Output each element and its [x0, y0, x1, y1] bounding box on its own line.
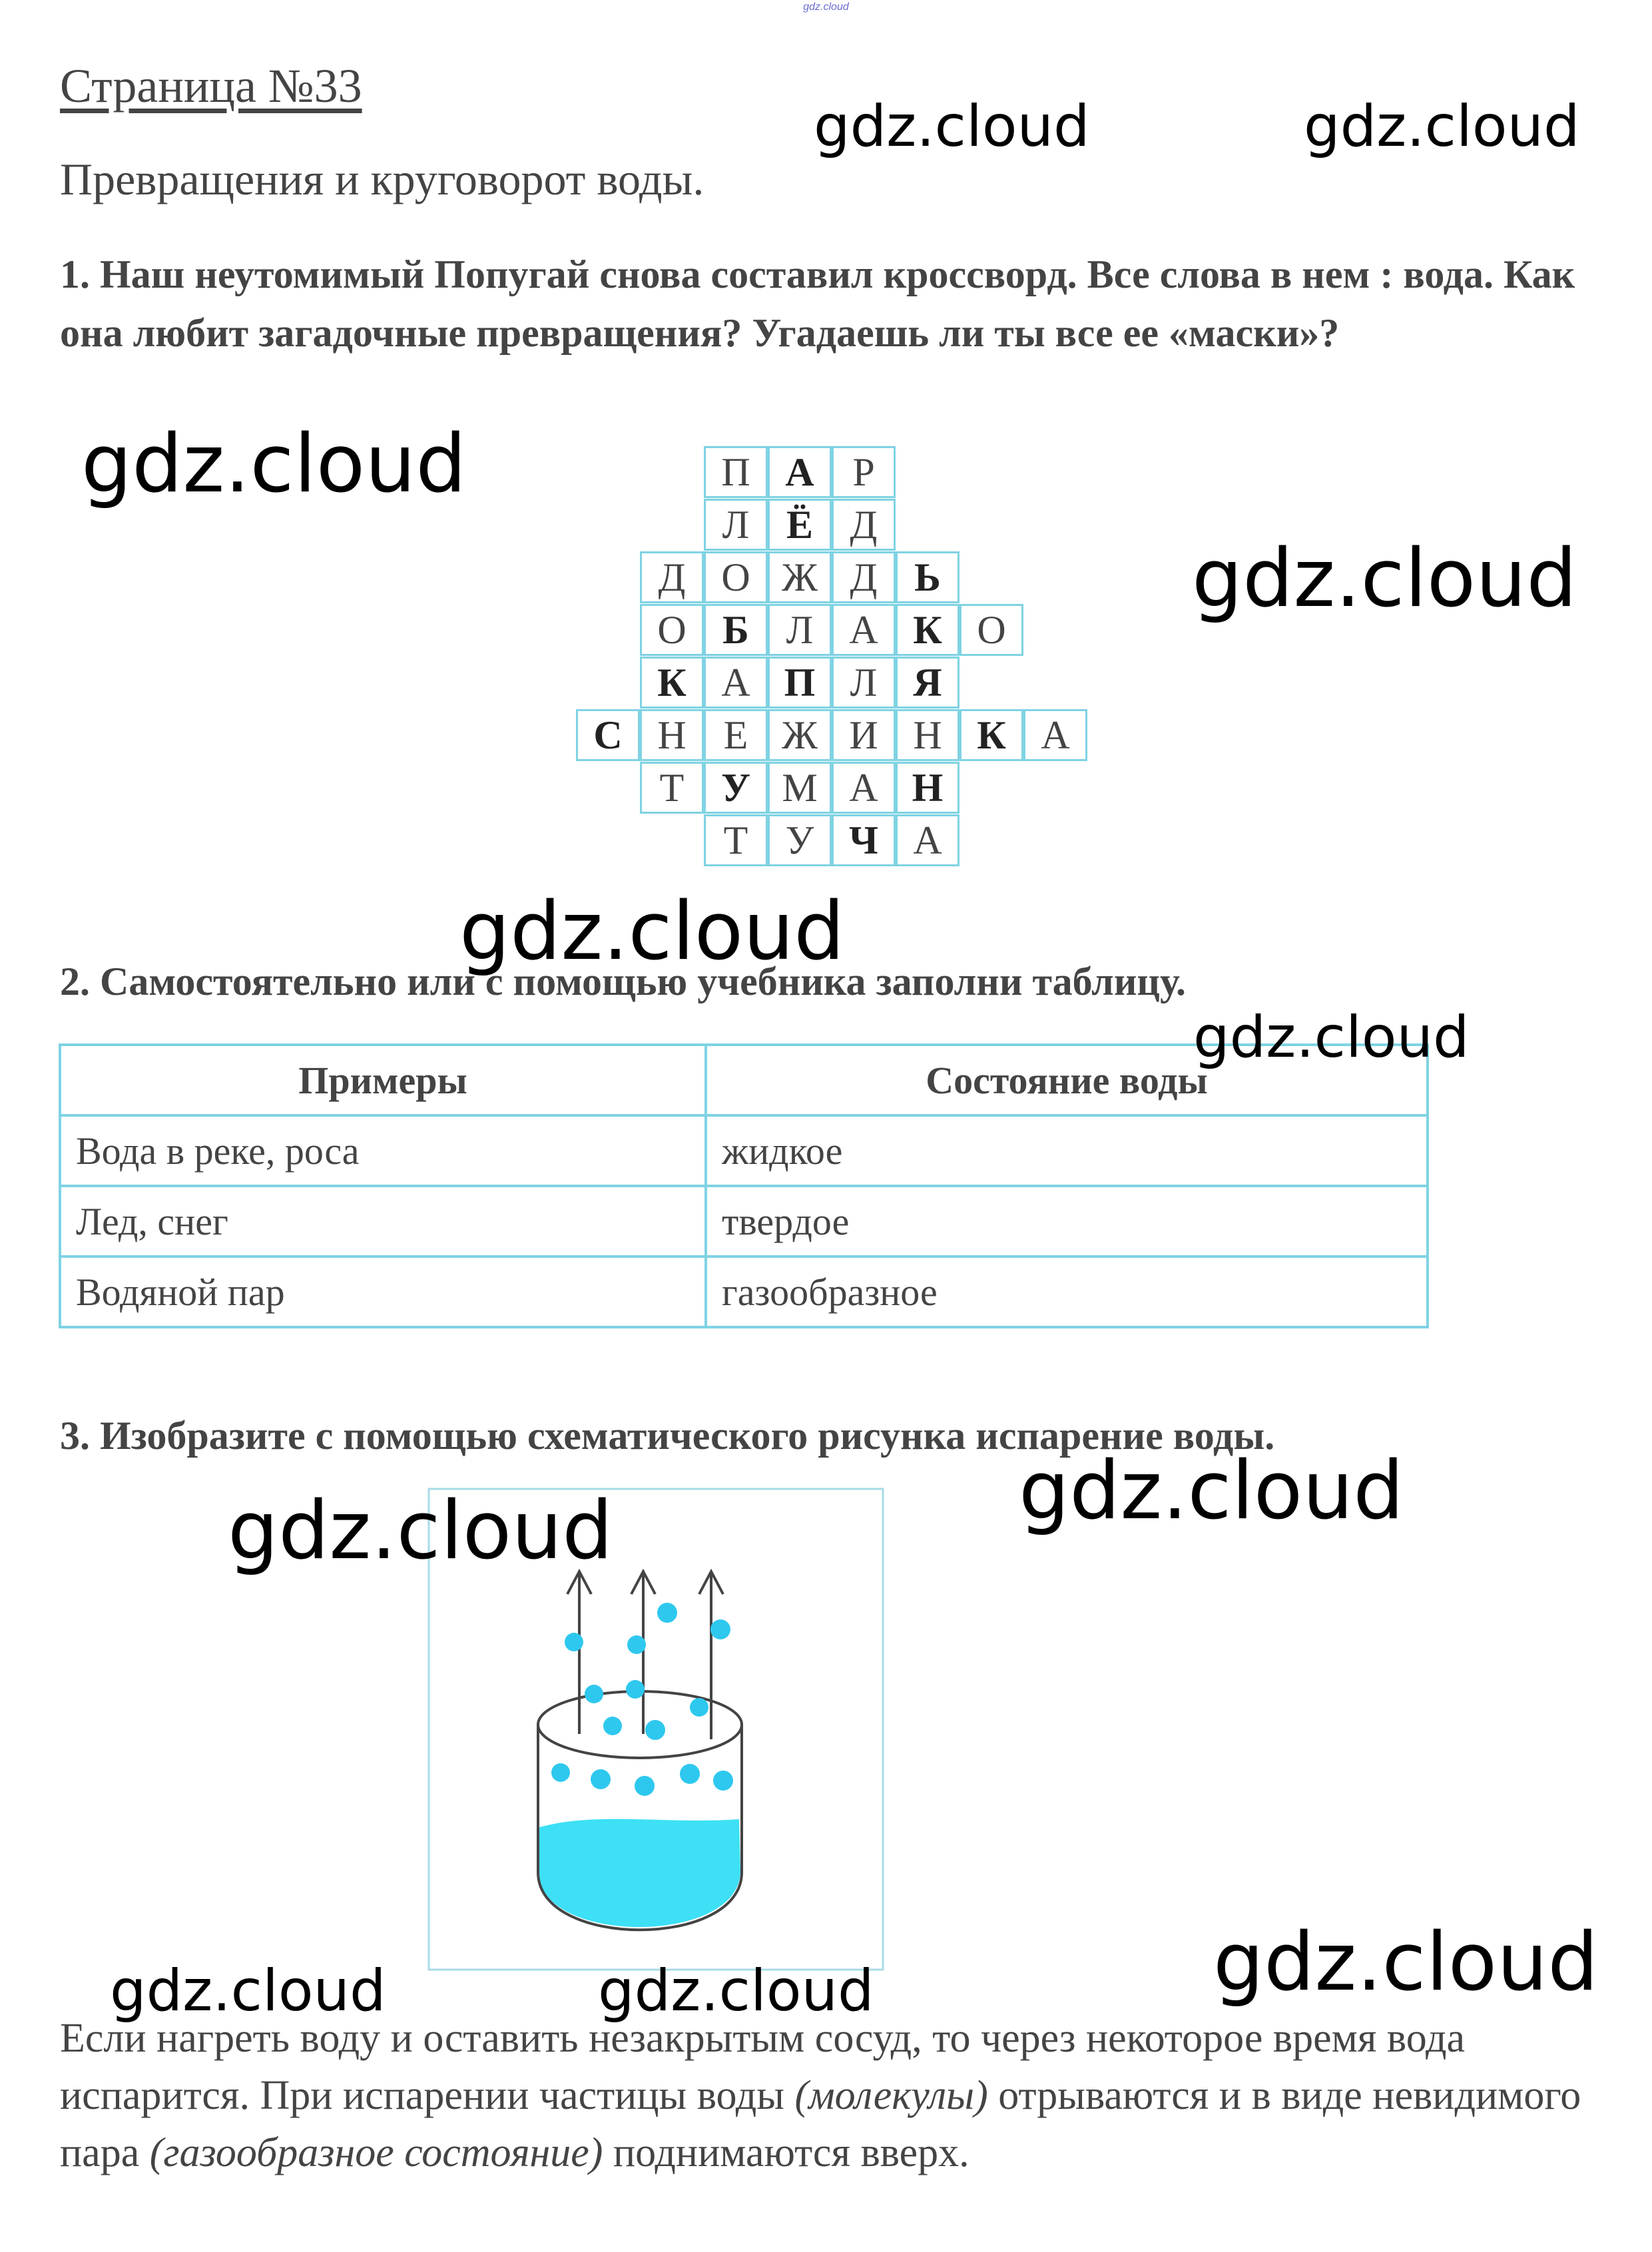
crossword-cell: У — [704, 762, 768, 814]
crossword-cell: Ж — [768, 551, 832, 603]
crossword-cell: Р — [832, 446, 896, 498]
molecule — [710, 1619, 730, 1639]
molecule — [626, 1680, 645, 1699]
molecule — [565, 1633, 583, 1651]
crossword-cell: А — [768, 446, 832, 498]
watermark: gdz.cloud — [459, 886, 845, 978]
task-2-text: 2. Самостоятельно или с помощью учебника заполни таблицу. — [60, 960, 1186, 1003]
crossword-cell: Т — [704, 814, 768, 866]
crossword-cell: Д — [832, 551, 896, 603]
table-cell: Вода в реке, роса — [60, 1115, 706, 1186]
molecule — [635, 1776, 655, 1796]
crossword-cell: А — [1023, 709, 1087, 761]
crossword-cell: К — [960, 709, 1023, 761]
top-watermark: gdz.cloud — [803, 1, 849, 13]
molecule — [713, 1771, 733, 1791]
crossword-cell: М — [768, 762, 832, 814]
watermark: gdz.cloud — [1213, 1916, 1599, 2009]
crossword-cell: Ё — [768, 499, 832, 551]
crossword-cell: У — [768, 814, 832, 866]
crossword-cell: Ь — [896, 551, 960, 603]
watermark: gdz.cloud — [110, 1958, 386, 2024]
molecule — [591, 1769, 611, 1789]
crossword-cell: Б — [704, 604, 768, 656]
crossword-cell: Н — [640, 709, 704, 761]
crossword-cell: К — [896, 604, 960, 656]
crossword-cell: С — [576, 709, 640, 761]
table-cell: твердое — [706, 1186, 1428, 1257]
molecule — [627, 1635, 646, 1654]
molecule — [551, 1763, 570, 1782]
page-title: Страница №33 — [60, 59, 362, 113]
watermark: gdz.cloud — [1019, 1445, 1404, 1538]
subtitle: Превращения и круговорот воды. — [60, 154, 704, 204]
molecule — [690, 1698, 708, 1717]
crossword-cell: Ж — [768, 709, 832, 761]
molecule — [680, 1764, 700, 1784]
watermark: gdz.cloud — [598, 1958, 874, 2024]
crossword-cell: О — [704, 551, 768, 603]
watermark: gdz.cloud — [1304, 93, 1580, 160]
crossword-cell: А — [832, 762, 896, 814]
crossword-cell: Л — [704, 499, 768, 551]
table-row — [60, 1257, 1428, 1327]
explanation-paragraph — [60, 2010, 1611, 2181]
task-3-text: 3. Изобразите с помощью схематического рисунка испарение воды. — [60, 1414, 1275, 1458]
crossword-cell: О — [640, 604, 704, 656]
crossword-cell: Я — [896, 657, 960, 708]
explanation-italic: (газообразное состояние) — [149, 2130, 603, 2175]
molecule — [603, 1717, 622, 1735]
water-states-table — [59, 1043, 1429, 1328]
crossword-cell: И — [832, 709, 896, 761]
explanation-text: Если нагреть воду и оставить незакрытым сосуд, то через некоторое время вода испарится. При испарении частицы воды — [60, 2016, 1466, 2118]
crossword-cell: Ч — [832, 814, 896, 866]
watermark: gdz.cloud — [1193, 1004, 1470, 1071]
crossword-cell: Д — [832, 499, 896, 551]
explanation-text: поднимаются вверх. — [603, 2130, 969, 2175]
table-header: Состояние воды — [706, 1045, 1428, 1115]
table-row — [60, 1186, 1428, 1257]
table-header: Примеры — [60, 1045, 706, 1115]
water-body — [538, 1819, 740, 1927]
crossword-cell: Е — [704, 709, 768, 761]
crossword-cell: Л — [768, 604, 832, 656]
watermark: gdz.cloud — [814, 93, 1090, 160]
explanation-text: отрываются и в виде невидимого пара — [60, 2073, 1581, 2175]
crossword-cell: А — [704, 657, 768, 708]
molecule — [585, 1685, 603, 1703]
crossword-cell: Л — [832, 657, 896, 708]
explanation-italic: (молекулы) — [794, 2073, 988, 2118]
crossword-cell: К — [640, 657, 704, 708]
watermark: gdz.cloud — [81, 418, 467, 511]
table-cell: Лед, снег — [60, 1186, 706, 1257]
watermark: gdz.cloud — [1192, 533, 1577, 625]
crossword-cell: П — [704, 446, 768, 498]
crossword-cell: Н — [896, 709, 960, 761]
molecule — [645, 1720, 665, 1740]
table-cell: жидкое — [706, 1115, 1428, 1186]
crossword-cell: А — [896, 814, 960, 866]
table-cell: Водяной пар — [60, 1257, 706, 1327]
table-row — [60, 1115, 1428, 1186]
table-cell: газообразное — [706, 1257, 1428, 1327]
crossword-cell: П — [768, 657, 832, 708]
molecule — [657, 1603, 677, 1623]
crossword-cell: Д — [640, 551, 704, 603]
crossword-cell: О — [960, 604, 1023, 656]
watermark: gdz.cloud — [228, 1485, 613, 1577]
crossword-cell: Н — [896, 762, 960, 814]
task-1-text: 1. Наш неутомимый Попугай снова составил кроссворд. Все слова в нем : вода. Как она любит загадочные превращения? Угадаешь ли ты все ее «маски»? — [60, 252, 1575, 355]
crossword-cell: Т — [640, 762, 704, 814]
crossword-cell: А — [832, 604, 896, 656]
